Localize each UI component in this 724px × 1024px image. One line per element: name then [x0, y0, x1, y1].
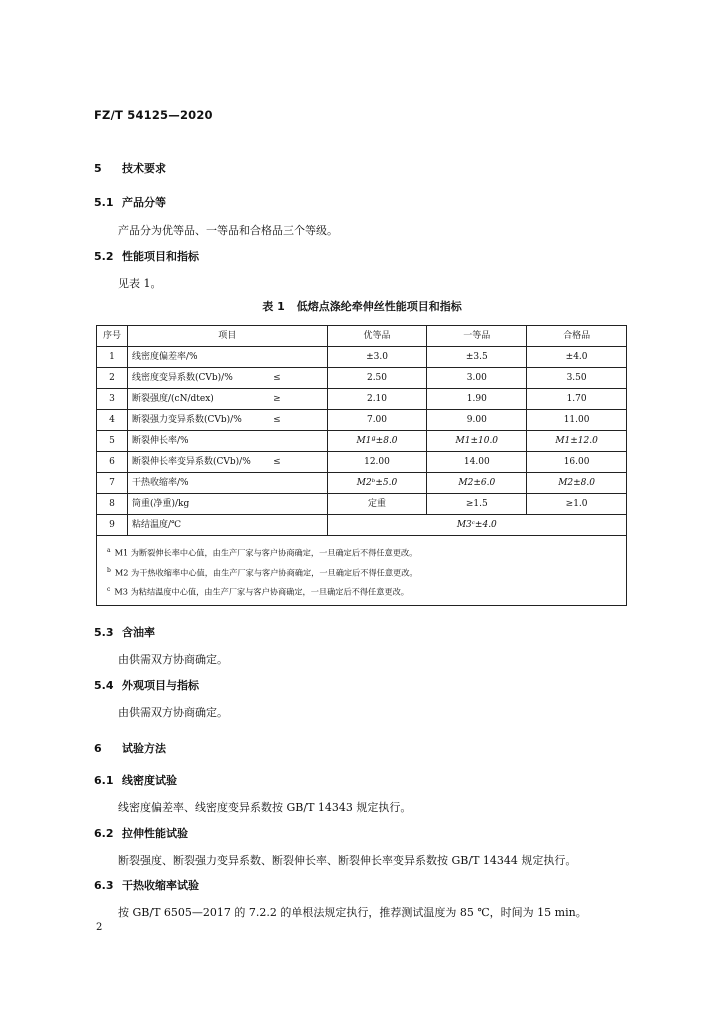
row-item: 筒重(净重)/kg [128, 494, 228, 515]
table-row [97, 368, 627, 389]
section-heading-5-4 [94, 677, 199, 693]
section-number: 6 [94, 742, 102, 755]
header-grade-superior: 优等品 [327, 326, 427, 347]
section-body-6-1: 线密度偏差率、线密度变异系数按 GB/T 14343 规定执行。 [118, 801, 412, 814]
section-body-5-4: 由供需双方协商确定。 [118, 706, 228, 719]
row-grade-qualified: 11.00 [527, 410, 627, 431]
row-no: 1 [97, 347, 128, 368]
table-row [97, 473, 627, 494]
section-number: 6.1 [94, 774, 114, 787]
row-grade-first: M2±6.0 [427, 473, 527, 494]
note-mark: b [107, 566, 111, 574]
section-heading-5-3 [94, 624, 155, 640]
section-title: 线密度试验 [122, 774, 177, 787]
section-body-5-3: 由供需双方协商确定。 [118, 653, 228, 666]
row-symbol: ≤ [227, 368, 327, 389]
table-row [97, 347, 627, 368]
row-no: 6 [97, 452, 128, 473]
section-heading-6-3 [94, 877, 199, 893]
row-grade-superior: 定重 [327, 494, 427, 515]
section-heading-6-1 [94, 772, 177, 788]
row-no: 2 [97, 368, 128, 389]
section-body-6-2: 断裂强度、断裂强力变异系数、断裂伸长率、断裂伸长率变异系数按 GB/T 14344 规定执行。 [118, 854, 577, 867]
table-row [97, 389, 627, 410]
note-mark: a [107, 547, 111, 554]
row-grade-superior: ±3.0 [327, 347, 427, 368]
row-symbol [227, 473, 327, 494]
table-row [97, 494, 627, 515]
row-item: 粘结温度/℃ [128, 515, 228, 536]
section-body-5-1: 产品分为优等品、一等品和合格品三个等级。 [118, 224, 338, 237]
performance-table [96, 325, 627, 606]
table-row [97, 515, 627, 536]
row-grade-qualified: 16.00 [527, 452, 627, 473]
table-row [97, 431, 627, 452]
header-grade-qualified: 合格品 [527, 326, 627, 347]
section-number: 5.4 [94, 679, 114, 692]
table-note [107, 581, 616, 601]
section-title: 拉伸性能试验 [122, 827, 188, 840]
note-mark: c [107, 586, 111, 594]
row-symbol: ≤ [227, 410, 327, 431]
row-grade-first: ±3.5 [427, 347, 527, 368]
row-grade-first: M1±10.0 [427, 431, 527, 452]
row-item: 断裂强度/(cN/dtex) [128, 389, 228, 410]
section-title: 外观项目与指标 [122, 679, 199, 692]
section-title: 性能项目和指标 [122, 250, 199, 263]
row-no: 4 [97, 410, 128, 431]
section-title: 含油率 [122, 626, 155, 639]
section-number: 5.2 [94, 250, 114, 263]
row-item: 断裂伸长率变异系数(CVb)/% [128, 452, 228, 473]
section-heading-6-2 [94, 825, 188, 841]
table-caption [0, 298, 724, 314]
section-number: 5.1 [94, 196, 114, 209]
table-header-row [97, 326, 627, 347]
header-grade-first: 一等品 [427, 326, 527, 347]
row-grade-qualified: ≥1.0 [527, 494, 627, 515]
row-symbol [227, 431, 327, 452]
section-number: 6.2 [94, 827, 114, 840]
row-symbol [227, 347, 327, 368]
header-no: 序号 [97, 326, 128, 347]
row-grade-superior: 7.00 [327, 410, 427, 431]
note-text: M3 为粘结温度中心值，由生产厂家与客户协商确定，一旦确定后不得任意更改。 [114, 587, 409, 598]
section-heading-5 [94, 160, 166, 176]
row-grade-first: 3.00 [427, 368, 527, 389]
row-no: 9 [97, 515, 128, 536]
row-grade-superior: 12.00 [327, 452, 427, 473]
section-number: 5.3 [94, 626, 114, 639]
section-heading-5-1 [94, 194, 166, 210]
row-grade-first: 14.00 [427, 452, 527, 473]
row-item: 断裂伸长率/% [128, 431, 228, 452]
table-notes-row [97, 536, 627, 606]
row-grade-superior: 2.10 [327, 389, 427, 410]
section-body-5-2: 见表 1。 [118, 277, 162, 290]
table-note [107, 542, 616, 562]
row-grade-superior: M1ª±8.0 [327, 431, 427, 452]
document-code: FZ/T 54125—2020 [94, 108, 213, 122]
header-item: 项目 [128, 326, 328, 347]
row-no: 5 [97, 431, 128, 452]
row-grade-first: ≥1.5 [427, 494, 527, 515]
row-symbol [227, 494, 327, 515]
section-number: 6.3 [94, 879, 114, 892]
section-number: 5 [94, 162, 102, 175]
table-note [107, 562, 616, 582]
section-heading-6 [94, 740, 166, 756]
table-caption-title: 低熔点涤纶牵伸丝性能项目和指标 [296, 300, 462, 313]
row-symbol: ≥ [227, 389, 327, 410]
section-title: 干热收缩率试验 [122, 879, 199, 892]
row-grade-superior: M2ᵇ±5.0 [327, 473, 427, 494]
row-no: 7 [97, 473, 128, 494]
table-notes [97, 536, 627, 606]
row-grade-qualified: 3.50 [527, 368, 627, 389]
row-merged-value: M3ᶜ±4.0 [327, 515, 626, 536]
table-caption-label: 表 1 [262, 300, 285, 313]
row-no: 3 [97, 389, 128, 410]
row-item: 线密度偏差率/% [128, 347, 228, 368]
row-item: 断裂强力变异系数(CVb)/% [128, 410, 228, 431]
table-row [97, 410, 627, 431]
section-body-6-3: 按 GB/T 6505—2017 的 7.2.2 的单根法规定执行，推荐测试温度为 85 ℃，时间为 15 min。 [118, 906, 587, 919]
table-row [97, 452, 627, 473]
section-heading-5-2 [94, 248, 199, 264]
note-text: M1 为断裂伸长率中心值，由生产厂家与客户协商确定，一旦确定后不得任意更改。 [114, 547, 418, 558]
section-title: 试验方法 [122, 742, 166, 755]
row-grade-first: 9.00 [427, 410, 527, 431]
row-symbol [227, 515, 327, 536]
row-grade-qualified: M1±12.0 [527, 431, 627, 452]
row-item: 干热收缩率/% [128, 473, 228, 494]
page-number: 2 [96, 922, 103, 933]
row-grade-qualified: M2±8.0 [527, 473, 627, 494]
section-title: 技术要求 [122, 162, 166, 175]
row-item: 线密度变异系数(CVb)/% [128, 368, 228, 389]
row-grade-qualified: ±4.0 [527, 347, 627, 368]
section-title: 产品分等 [122, 196, 166, 209]
row-grade-superior: 2.50 [327, 368, 427, 389]
row-grade-first: 1.90 [427, 389, 527, 410]
row-symbol: ≤ [227, 452, 327, 473]
row-grade-qualified: 1.70 [527, 389, 627, 410]
note-text: M2 为干热收缩率中心值，由生产厂家与客户协商确定，一旦确定后不得任意更改。 [114, 567, 418, 578]
row-no: 8 [97, 494, 128, 515]
